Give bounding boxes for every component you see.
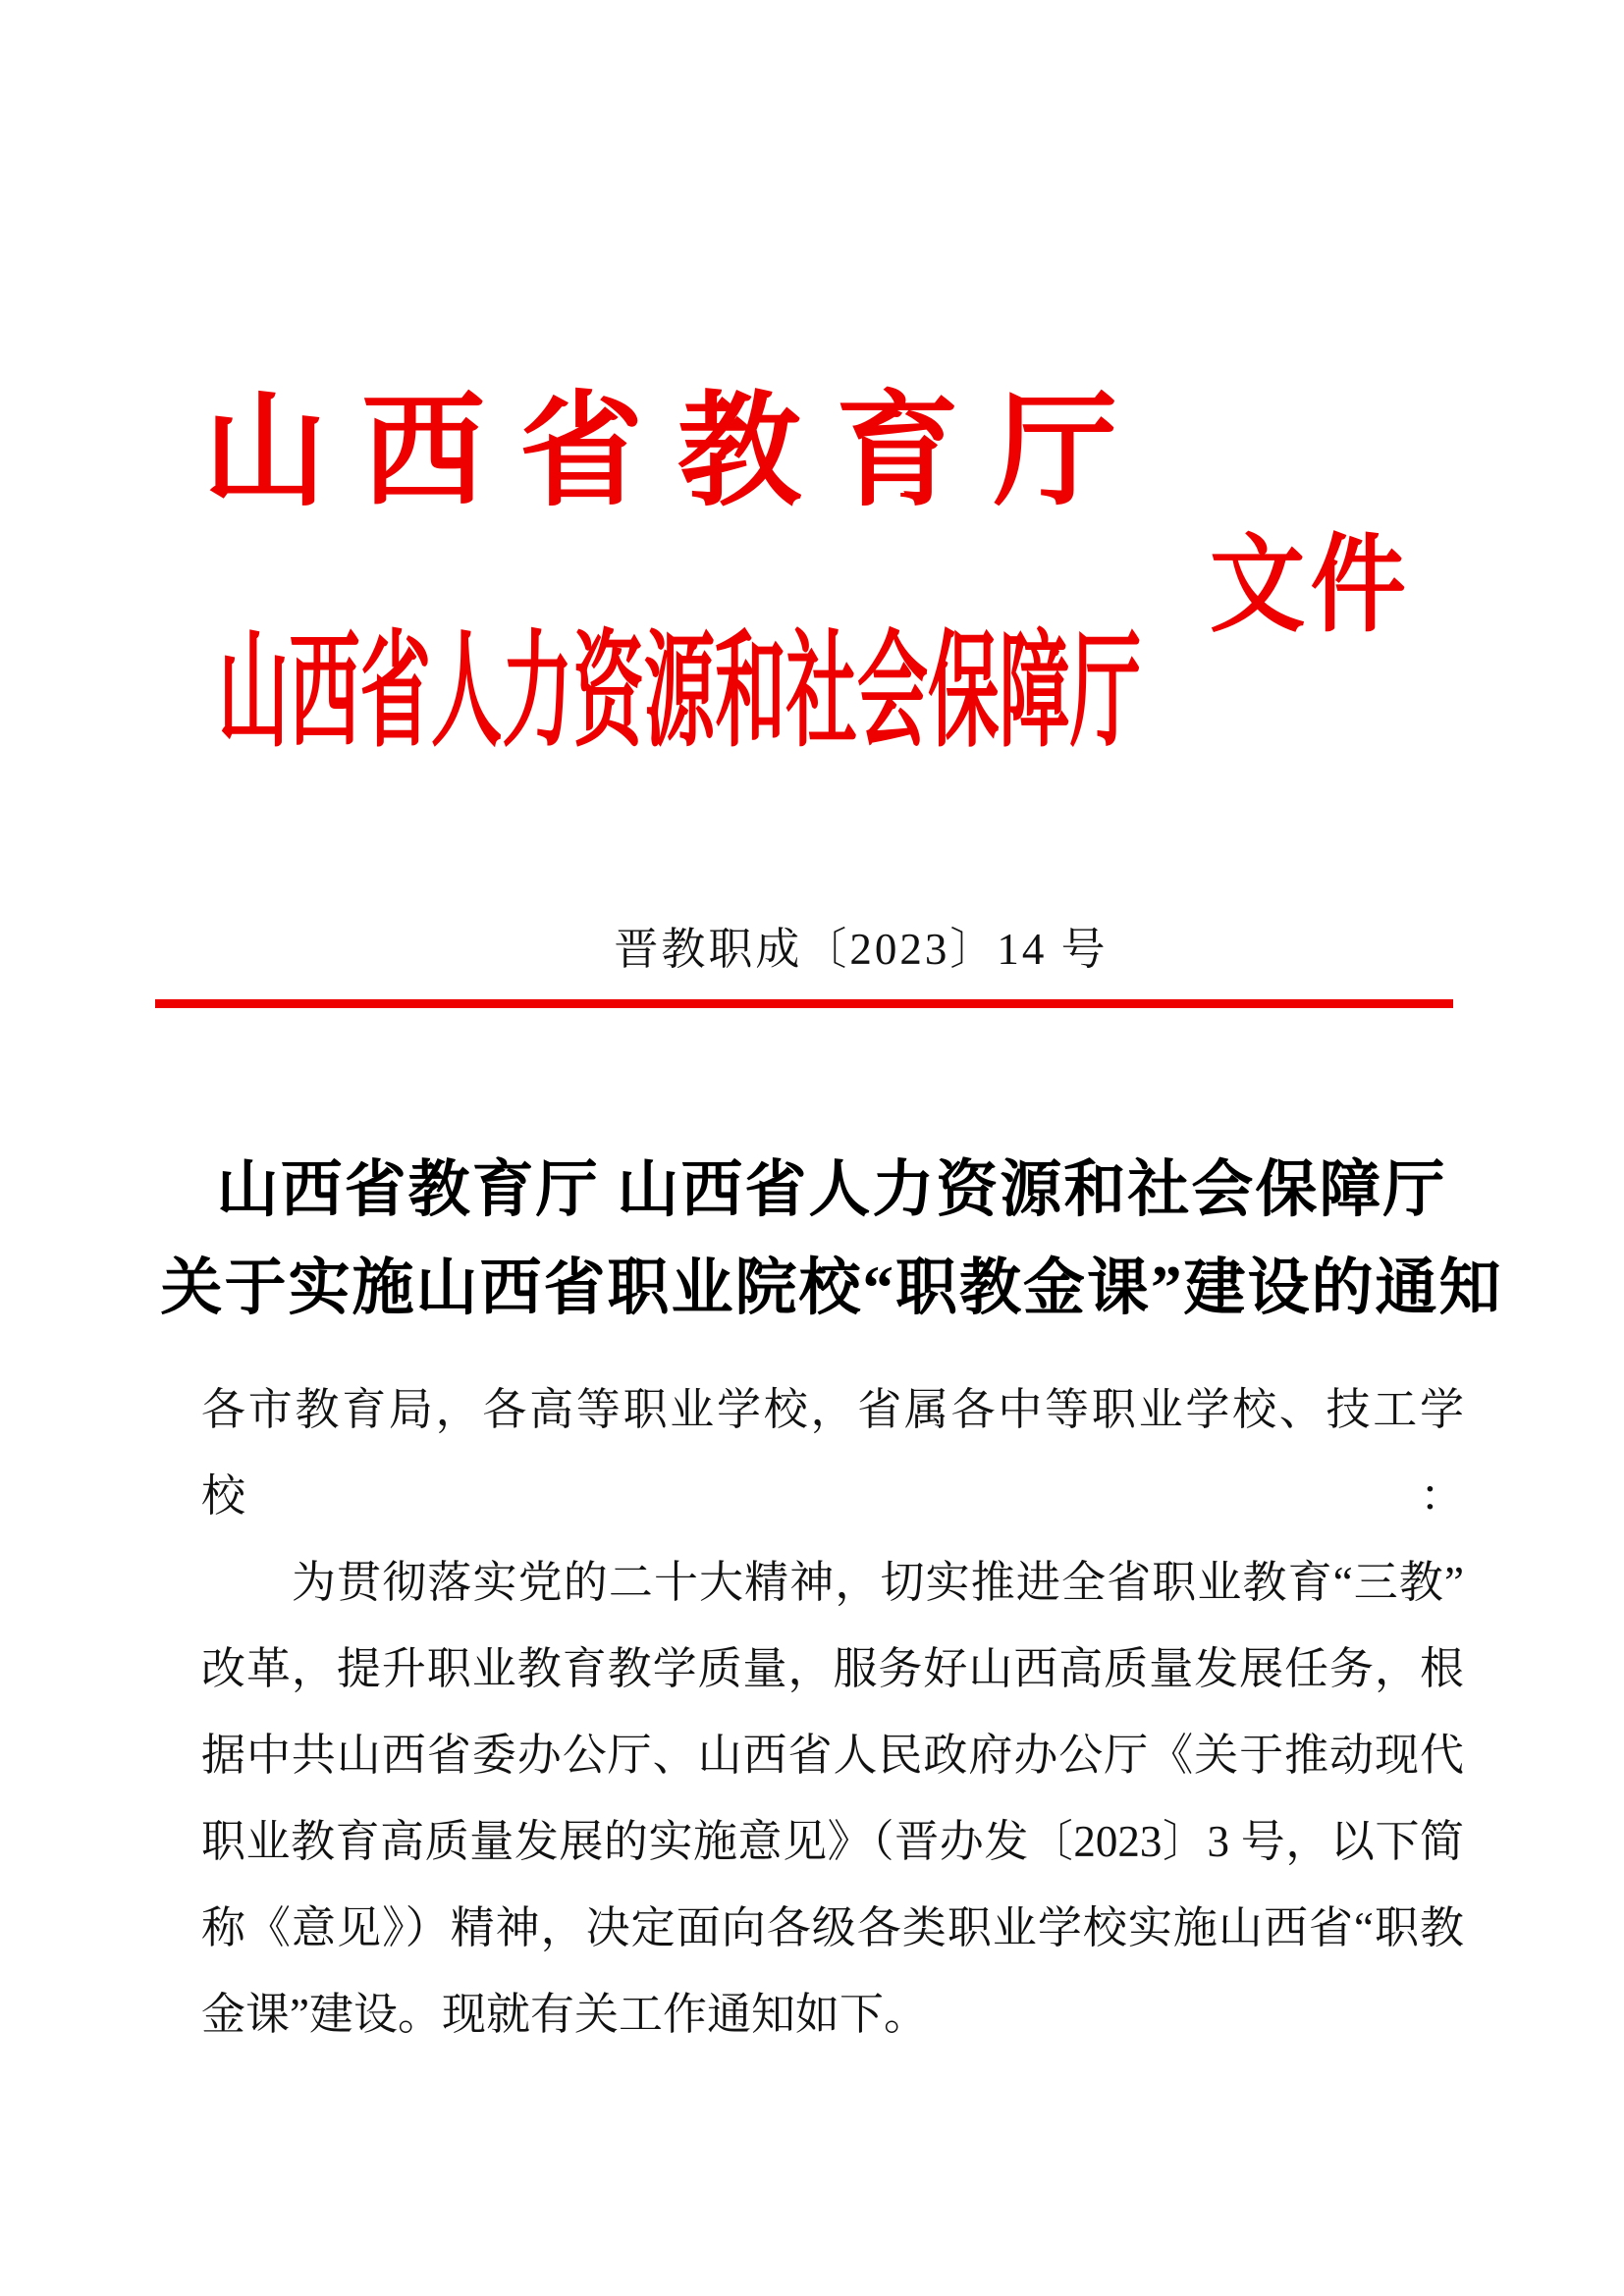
body-line: 据中共山西省委办公厅、山西省人民政府办公厅《关于推动现代 bbox=[201, 1731, 1464, 1780]
document-body bbox=[201, 1366, 1464, 2057]
title-line-2: 关于实施山西省职业院校“职教金课”建设的通知 bbox=[160, 1254, 1503, 1322]
document-title bbox=[98, 1141, 1565, 1337]
red-divider-line bbox=[155, 999, 1453, 1008]
body-line: 改革，提升职业教育教学质量，服务好山西高质量发展任务，根 bbox=[201, 1644, 1464, 1693]
letterhead-org-line-2: 山西省人力资源和社会保障厅 bbox=[218, 622, 1142, 762]
body-line: 称《意见》）精神，决定面向各级各类职业学校实施山西省“职教 bbox=[201, 1903, 1464, 1952]
letterhead-org-line-1: 山西省教育厅 bbox=[203, 385, 1152, 521]
document-number: 晋教职成〔2023〕14 号 bbox=[614, 925, 1109, 974]
title-line-1: 山西省教育厅 山西省人力资源和社会保障厅 bbox=[216, 1155, 1447, 1224]
body-line: 金课”建设。现就有关工作通知如下。 bbox=[201, 1990, 928, 2039]
body-line: 为贯彻落实党的二十大精神，切实推进全省职业教育“三教” bbox=[292, 1558, 1464, 1607]
body-line-salutation: 各市教育局，各高等职业学校，省属各中等职业学校、技工学校： bbox=[201, 1385, 1464, 1521]
body-line: 职业教育高质量发展的实施意见》（晋办发〔2023〕3 号，以下简 bbox=[201, 1817, 1464, 1866]
letterhead-doc-type-label: 文件 bbox=[1210, 528, 1412, 645]
